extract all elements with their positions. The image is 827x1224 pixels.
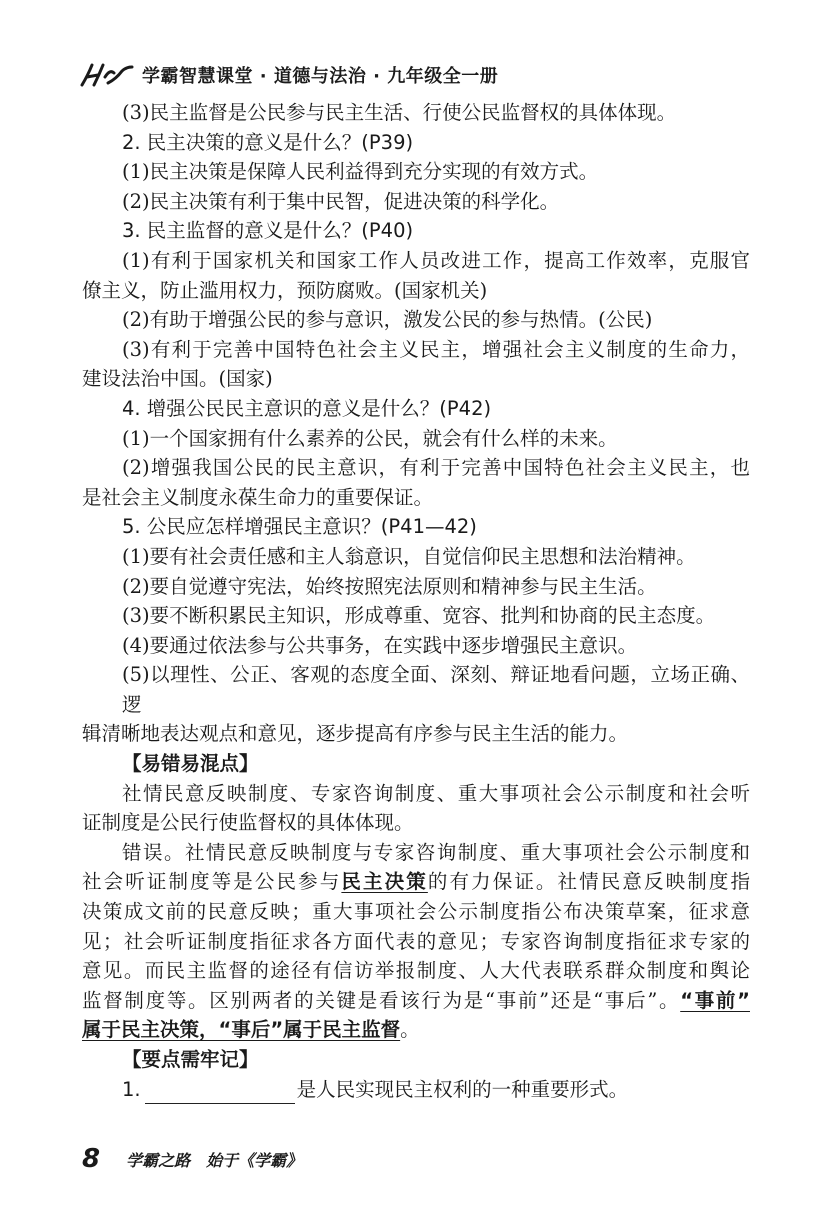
text-line: (3)民主监督是公民参与民主生活、行使公民监督权的具体体现。 <box>122 101 677 124</box>
text-line <box>82 986 750 1016</box>
text-line: 决策成文前的民意反映；重大事项社会公示制度指公布决策草案，征求意 <box>82 900 750 924</box>
page-content <box>82 98 750 1104</box>
text-line: (2)有助于增强公民的参与意识，激发公民的参与热情。(公民) <box>122 308 653 332</box>
answer-blank[interactable] <box>145 1083 295 1104</box>
text-line: 社情民意反映制度、专家咨询制度、重大事项社会公示制度和社会听 <box>122 781 750 805</box>
emphasis-text: 属于民主决策，“事后”属于民主监督 <box>82 1018 401 1042</box>
page-number: 8 <box>82 1144 101 1174</box>
item-number: 1. <box>122 1077 141 1101</box>
text-line: (3)要不断积累民主知识，形成尊重、宽容、批判和协商的民主态度。 <box>122 604 716 628</box>
fill-in-line <box>82 1075 750 1105</box>
brand-logo-icon <box>78 61 136 89</box>
text-span: 是人民实现民主权利的一种重要形式。 <box>296 1077 629 1101</box>
section-heading: 【易错易混点】 <box>122 752 259 776</box>
text-line: (1)民主决策是保障人民利益得到充分实现的有效方式。 <box>122 160 599 184</box>
emphasis-text: “事前” <box>680 988 750 1012</box>
question-heading: 2. 民主决策的意义是什么？(P39) <box>122 130 414 154</box>
text-line: 见；社会听证制度指征求各方面代表的意见；专家咨询制度指征求专家的 <box>82 929 750 953</box>
emphasis-text: 民主决策 <box>341 870 428 894</box>
text-line: 辑清晰地表达观点和意见，逐步提高有序参与民主生活的能力。 <box>82 722 629 746</box>
question-heading: 4. 增强公民民主意识的意义是什么？(P42) <box>122 396 492 420</box>
text-line: 错误。社情民意反映制度与专家咨询制度、重大事项社会公示制度和 <box>122 840 750 864</box>
page-footer <box>82 1144 302 1174</box>
text-line: 建设法治中国。(国家) <box>82 367 273 391</box>
text-line: (2)增强我国公民的民主意识，有利于完善中国特色社会主义民主，也 <box>122 456 750 480</box>
text-line: 是社会主义制度永葆生命力的重要保证。 <box>82 485 434 509</box>
footer-slogan: 学霸之路 始于《学霸》 <box>126 1150 303 1170</box>
text-line: (2)要自觉遵守宪法，始终按照宪法原则和精神参与民主生活。 <box>122 574 657 598</box>
question-heading: 3. 民主监督的意义是什么？(P40) <box>122 219 414 243</box>
text-line: (1)有利于国家机关和国家工作人员改进工作，提高工作效率，克服官 <box>122 248 750 272</box>
text-line: (4)要通过依法参与公共事务，在实践中逐步增强民主意识。 <box>122 633 638 657</box>
text-line <box>82 867 750 897</box>
text-line: (1)要有社会责任感和主人翁意识，自觉信仰民主思想和法治精神。 <box>122 544 696 568</box>
text-line <box>82 1015 750 1045</box>
text-line: (5)以理性、公正、客观的态度全面、深刻、辩证地看问题，立场正确、逻 <box>122 663 750 716</box>
text-line: 证制度是公民行使监督权的具体体现。 <box>82 811 414 835</box>
text-line: (3)有利于完善中国特色社会主义民主，增强社会主义制度的生命力， <box>122 337 750 361</box>
text-span: 社会听证制度等是公民参与 <box>82 870 342 894</box>
text-span: 。 <box>400 1018 420 1042</box>
question-heading: 5. 公民应怎样增强民主意识？(P41—42) <box>122 515 477 539</box>
section-heading: 【要点需牢记】 <box>122 1048 259 1071</box>
text-span: 的有力保证。社情民意反映制度指 <box>427 870 750 894</box>
book-title: 学霸智慧课堂 · 道德与法治 · 九年级全一册 <box>142 66 499 87</box>
text-line: (2)民主决策有利于集中民智，促进决策的科学化。 <box>122 189 560 213</box>
text-span: 监督制度等。区别两者的关键是看该行为是“事前”还是“事后”。 <box>82 988 681 1012</box>
page-header <box>78 60 498 90</box>
text-line: 意见。而民主监督的途径有信访举报制度、人大代表联系群众制度和舆论 <box>82 959 750 983</box>
text-line: 僚主义，防止滥用权力，预防腐败。(国家机关) <box>82 278 488 302</box>
text-line: (1)一个国家拥有什么素养的公民，就会有什么样的未来。 <box>122 426 618 450</box>
